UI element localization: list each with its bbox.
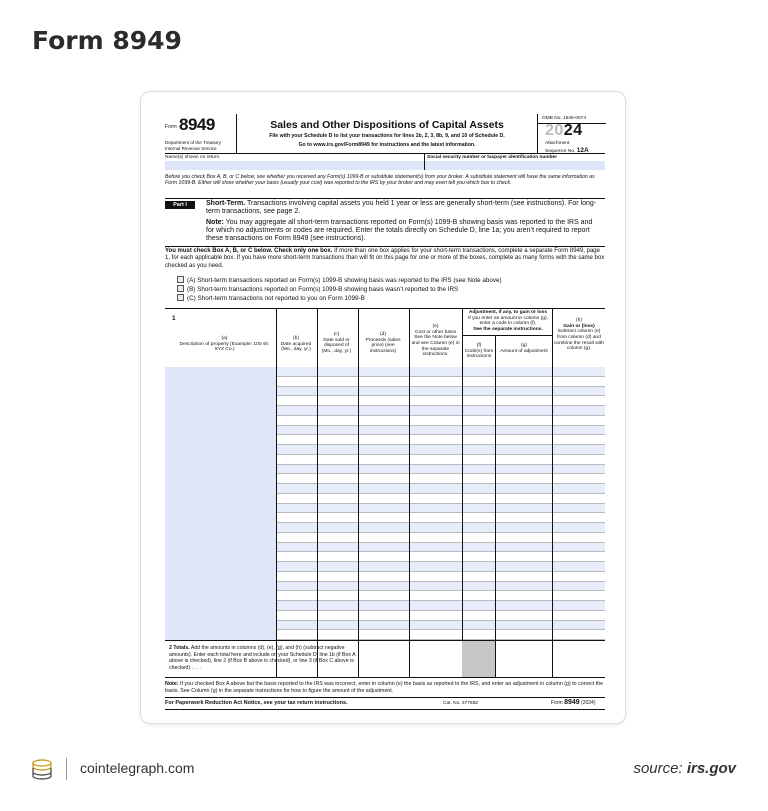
adjustment-divider bbox=[462, 335, 553, 336]
checkbox-b[interactable] bbox=[177, 285, 184, 292]
note-label: Note: bbox=[206, 219, 224, 226]
column-g-text: Amount of adjustment bbox=[500, 348, 548, 354]
must-check-bold: You must check Box A, B, or C below. Check only one box. bbox=[165, 248, 333, 254]
column-e-header bbox=[410, 324, 461, 358]
form-8949-page bbox=[165, 114, 605, 712]
column-d-letter: (d) bbox=[380, 332, 386, 337]
catalog-number: Cat. No. 37768Z bbox=[443, 701, 479, 706]
sequence-label: Sequence No. bbox=[545, 148, 577, 154]
totals-shaded-cell bbox=[462, 641, 495, 677]
column-c-text: Date sold or disposed of (Mo., day, yr.) bbox=[321, 337, 352, 354]
footer-form-number: 8949 bbox=[564, 699, 580, 706]
column-c-letter: (c) bbox=[333, 332, 340, 337]
bottom-note-text: If you checked Box A above but the basis reported to the IRS was incorrect, enter in column (e) the basis as reported to the IRS, and enter an adjustment in column (g) to correct the basis. See Column (g) in the separate instructions for how to figure the amount of the adjustment. bbox=[165, 681, 604, 694]
checkbox-a-label: (A) Short-term transactions reported on Form(s) 1099-B showing basis was reported to the IRS (see Note above) bbox=[187, 277, 502, 284]
column-g-header bbox=[498, 343, 550, 354]
column-d-text: Proceeds (sales price) (see instructions) bbox=[365, 337, 401, 354]
column-a-letter: (a) bbox=[221, 336, 228, 341]
note-text: You may aggregate all short-term transactions reported on Form(s) 1099-B showing basis was reported to the IRS and for which no adjustments or codes are required. Enter the totals directly on Schedule D, line 1a; you aren’t required to report these transactions on Form 8949 (see instructions). bbox=[206, 219, 593, 242]
totals-row bbox=[165, 640, 605, 678]
ssn-label: Social security number or taxpayer identification number bbox=[427, 155, 558, 160]
checkbox-b-label: (B) Short-term transactions reported on Form(s) 1099-B showing basis wasn’t reported to the IRS bbox=[187, 286, 459, 293]
paperwork-notice: For Paperwork Reduction Act Notice, see your tax return instructions. bbox=[165, 700, 348, 706]
col-divider-bc bbox=[317, 308, 318, 678]
before-you-check-text: Before you check Box A, B, or C below, see whether you received any Form(s) 1099-B or substitute statement(s) from your broker. A substitute statement will have the same information as Form 1099-B. Either will show whether your basis (usually your cost) was reported to the IRS by your broker and may even tell you which box to check. bbox=[165, 174, 595, 187]
column-e-letter: (e) bbox=[432, 324, 439, 329]
column-h-text: Subtract column (e) from column (d) and combine the result with column (g). bbox=[553, 329, 605, 352]
column-f-letter: (f) bbox=[476, 343, 482, 348]
col-divider-de bbox=[409, 308, 410, 678]
dept-line-1: Department of the Treasury bbox=[165, 140, 221, 145]
source-label: source: bbox=[633, 760, 687, 777]
bottom-note bbox=[165, 681, 605, 694]
form-subtitle-2: Go to www.irs.gov/Form8949 for instructions and the latest information. bbox=[298, 142, 476, 148]
source-credit bbox=[633, 760, 736, 777]
part-note bbox=[206, 219, 601, 243]
part-text: Transactions involving capital assets you held 1 year or less are generally short-term (see instructions). For long-term transactions, see page 2. bbox=[206, 200, 597, 216]
column-b-text: Date acquired (Mo., day, yr.) bbox=[280, 341, 312, 353]
department-label bbox=[165, 140, 221, 151]
form-title: Sales and Other Dispositions of Capital Assets bbox=[270, 119, 504, 131]
col-divider-ef bbox=[462, 308, 463, 678]
column-h-title: Gain or (loss) bbox=[563, 323, 595, 329]
part-badge: Part I bbox=[165, 201, 195, 209]
col-divider-cd bbox=[358, 308, 359, 678]
attachment-sequence bbox=[545, 141, 589, 154]
part-divider bbox=[165, 198, 605, 199]
table-top-border bbox=[165, 308, 605, 309]
column-c-header bbox=[318, 332, 355, 355]
name-input[interactable] bbox=[165, 161, 605, 170]
checkbox-c[interactable] bbox=[177, 294, 184, 301]
totals-text bbox=[169, 645, 357, 672]
check-divider bbox=[165, 246, 605, 247]
footer-form-word: Form bbox=[551, 700, 565, 706]
col-divider-gh bbox=[552, 308, 553, 678]
form-id-block bbox=[165, 114, 237, 154]
bottom-note-label: Note: bbox=[165, 681, 179, 687]
checkbox-a[interactable] bbox=[177, 276, 184, 283]
dept-line-2: Internal Revenue Service bbox=[165, 145, 217, 151]
footer-form-year: (2024) bbox=[579, 700, 596, 706]
brand-separator bbox=[66, 758, 67, 780]
adjustment-sub2: See the separate instructions. bbox=[473, 326, 543, 332]
page-title: Form 8949 bbox=[32, 26, 182, 55]
name-label: Name(s) shown on return bbox=[165, 155, 220, 160]
checkbox-a-row[interactable] bbox=[177, 276, 597, 285]
column-h-header bbox=[553, 318, 605, 352]
col-divider-ab bbox=[276, 308, 277, 678]
omb-number: OMB No. 1545-0074 bbox=[542, 116, 586, 121]
column-b-header bbox=[277, 336, 315, 353]
form-number: 8949 bbox=[179, 115, 215, 134]
column-b-letter: (b) bbox=[293, 336, 299, 341]
adjustment-title: Adjustment, if any, to gain or loss bbox=[468, 310, 548, 315]
form-header bbox=[165, 114, 605, 154]
source-site[interactable]: irs.gov bbox=[686, 760, 736, 777]
sequence-line bbox=[545, 147, 589, 155]
form-title-block bbox=[237, 114, 537, 154]
adjustment-sub: If you enter an amount in column (g), enter a code in column (f). bbox=[468, 315, 548, 327]
must-check-text bbox=[165, 248, 605, 270]
totals-label: Totals. bbox=[173, 645, 190, 651]
form-word: Form bbox=[165, 124, 177, 130]
coin-stack-icon bbox=[30, 758, 54, 780]
col-divider-fg bbox=[495, 335, 496, 678]
name-ssn-row bbox=[165, 154, 605, 170]
form-subtitle-1: File with your Schedule D to list your transactions for lines 1b, 2, 3, 8b, 9, and 10 of Schedule D. bbox=[269, 133, 505, 139]
checkbox-c-label: (C) Short-term transactions not reported to you on Form 1099-B bbox=[187, 295, 365, 302]
year-suffix: 24 bbox=[563, 122, 583, 139]
form-card bbox=[140, 91, 626, 724]
year-prefix: 20 bbox=[545, 122, 564, 139]
totals-number: 2 bbox=[169, 645, 172, 651]
brand-name[interactable]: cointelegraph.com bbox=[80, 760, 195, 776]
part-title: Short-Term. bbox=[206, 200, 246, 207]
column-d-header bbox=[359, 332, 407, 355]
line-1-number: 1 bbox=[172, 315, 176, 322]
footer-divider bbox=[165, 697, 605, 698]
checkbox-b-row[interactable] bbox=[177, 285, 597, 294]
part-description bbox=[206, 200, 601, 216]
column-a-text: Description of property (Example: 100 sh. XYZ Co.) bbox=[179, 341, 270, 353]
column-a-header bbox=[177, 336, 272, 353]
omb-block bbox=[537, 114, 605, 154]
column-f-header bbox=[463, 343, 495, 360]
sequence-number: 12A bbox=[576, 146, 589, 154]
footer-bottom-divider bbox=[165, 709, 605, 710]
form-footer-id bbox=[551, 699, 595, 707]
attachment-label: Attachment bbox=[545, 141, 570, 146]
column-a-input-area[interactable] bbox=[165, 367, 276, 640]
column-h-letter: (h) bbox=[576, 318, 582, 323]
adjustment-header bbox=[463, 310, 553, 333]
column-f-text: Code(s) from instructions bbox=[464, 348, 494, 360]
checkbox-c-row[interactable] bbox=[177, 294, 597, 303]
column-g-letter: (g) bbox=[521, 343, 527, 348]
ssn-divider bbox=[424, 154, 425, 170]
tax-year bbox=[545, 122, 583, 141]
column-e-text: Cost or other basis See the Note below and see Column (e) in the separate instructions. bbox=[411, 329, 460, 358]
must-check-body: If more than one box applies for your short-term transactions, complete a separate Form 8949, page 1, for each applicable box. If you have more short-term transactions than will fit on this page for one or more of the boxes, complete as many forms with the same box checked as you need. bbox=[165, 248, 605, 269]
totals-description: Add the amounts in columns (d), (e), (g), and (h) (subtract negative amounts). Enter each total here and include on your Schedule D, line 1b (if Box A above is checked), line 2 (if Box B above is checked), or line 3 (if Box C above is checked) . . . . bbox=[169, 645, 356, 671]
